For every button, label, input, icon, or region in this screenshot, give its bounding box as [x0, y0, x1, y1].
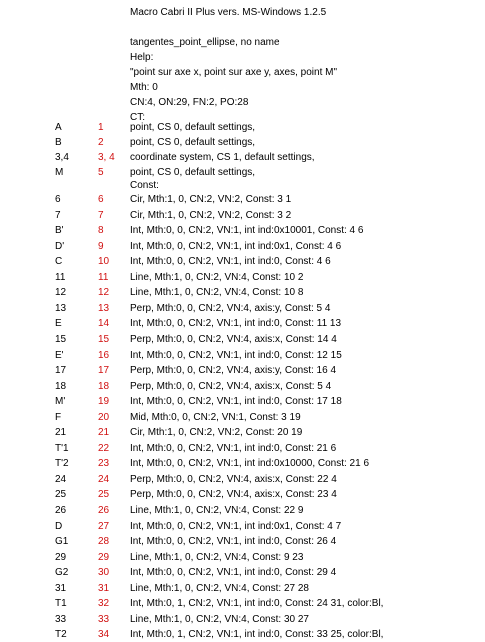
object-number: 29	[98, 551, 110, 563]
object-label: F	[55, 411, 62, 423]
list-item	[0, 332, 485, 347]
list-item	[0, 627, 485, 642]
object-description: Int, Mth:0, 0, CN:2, VN:1, int ind:0x10000, Const: 21 6	[130, 458, 370, 470]
object-number: 15	[98, 334, 110, 345]
header-line	[0, 5, 485, 20]
object-label: 26	[55, 505, 67, 516]
object-description: Int, Mth:0, 1, CN:2, VN:1, int ind:0, Const: 24 31, color:Bl,	[130, 598, 384, 610]
list-item	[0, 150, 485, 165]
header-line	[0, 50, 485, 65]
list-item	[0, 363, 485, 378]
object-number: 34	[98, 629, 110, 641]
list-item	[0, 379, 485, 394]
list-item	[0, 425, 485, 440]
object-label: 29	[55, 551, 67, 563]
list-item	[0, 456, 485, 471]
list-item	[0, 239, 485, 254]
list-item	[0, 410, 485, 425]
object-number: 12	[98, 287, 110, 299]
list-item	[0, 208, 485, 223]
object-description: Int, Mth:0, 1, CN:2, VN:1, int ind:0, Const: 33 25, color:Bl,	[130, 629, 384, 641]
object-number: 19	[98, 396, 110, 408]
object-description: Line, Mth:1, 0, CN:2, VN:4, Const: 10 2	[130, 271, 304, 283]
object-number: 6	[98, 194, 104, 205]
object-description: Perp, Mth:0, 0, CN:2, VN:4, axis:y, Const: 5 4	[130, 302, 331, 314]
object-description: Int, Mth:0, 0, CN:2, VN:1, int ind:0x1, Const: 4 6	[130, 240, 342, 252]
object-label: 18	[55, 380, 67, 392]
object-number: 2	[98, 137, 104, 148]
list-item	[0, 301, 485, 316]
object-label: 31	[55, 582, 67, 594]
object-number: 13	[98, 302, 110, 314]
object-description: Perp, Mth:0, 0, CN:2, VN:4, axis:x, Const: 23 4	[130, 489, 337, 501]
object-description: Int, Mth:0, 0, CN:2, VN:1, int ind:0, Const: 26 4	[130, 536, 337, 548]
list-item	[0, 270, 485, 285]
object-description: Int, Mth:0, 0, CN:2, VN:1, int ind:0x1, Const: 4 7	[130, 520, 342, 532]
list-item	[0, 503, 485, 518]
object-label: 13	[55, 302, 67, 314]
list-item	[0, 223, 485, 238]
list-item	[0, 550, 485, 565]
object-label: 25	[55, 489, 67, 501]
object-description: Cir, Mth:1, 0, CN:2, VN:2, Const: 3 2	[130, 209, 292, 221]
object-label: 15	[55, 334, 67, 345]
object-number: 25	[98, 489, 110, 501]
object-description: Perp, Mth:0, 0, CN:2, VN:4, axis:x, Const: 22 4	[130, 473, 337, 485]
object-number: 32	[98, 598, 110, 610]
object-label: 33	[55, 613, 67, 625]
list-item	[0, 285, 485, 300]
header-text: Help:	[130, 52, 154, 63]
object-description: Int, Mth:0, 0, CN:2, VN:1, int ind:0, Const: 11 13	[130, 318, 342, 330]
object-label: E'	[55, 349, 64, 361]
object-number: 31	[98, 582, 110, 594]
object-label: 11	[55, 271, 66, 283]
list-item	[0, 487, 485, 502]
list-item	[0, 254, 485, 269]
object-description: Int, Mth:0, 0, CN:2, VN:1, int ind:0, Const: 17 18	[130, 396, 342, 408]
header-text: "point sur axe x, point sur axe y, axes, point M"	[130, 67, 338, 78]
object-description: coordinate system, CS 1, default settings,	[130, 152, 315, 163]
list-item	[0, 120, 485, 135]
object-number: 14	[98, 318, 110, 330]
object-label: G2	[55, 567, 69, 579]
object-label: 12	[55, 287, 67, 299]
header-line	[0, 95, 485, 110]
object-number: 22	[98, 442, 110, 454]
header-line	[0, 80, 485, 95]
object-description: point, CS 0, default settings,	[130, 137, 256, 148]
object-number: 17	[98, 365, 110, 377]
object-label: M'	[55, 396, 66, 408]
object-description: point, CS 0, default settings,	[130, 122, 256, 133]
list-item	[0, 565, 485, 580]
list-item	[0, 612, 485, 627]
object-description: Line, Mth:1, 0, CN:2, VN:4, Const: 27 28	[130, 582, 309, 594]
object-description: point, CS 0, default settings,	[130, 167, 256, 178]
object-number: 28	[98, 536, 110, 548]
object-label: 6	[55, 194, 61, 205]
object-number: 3, 4	[98, 152, 115, 163]
header-text: Mth: 0	[130, 82, 158, 93]
object-description: Line, Mth:1, 0, CN:2, VN:4, Const: 9 23	[130, 551, 304, 563]
object-number: 8	[98, 225, 104, 237]
object-label: G1	[55, 536, 69, 548]
object-description: Perp, Mth:0, 0, CN:2, VN:4, axis:x, Const: 14 4	[130, 334, 337, 345]
header-text: CT:	[130, 112, 145, 123]
object-label: 17	[55, 365, 67, 377]
object-description: Int, Mth:0, 0, CN:2, VN:1, int ind:0, Const: 4 6	[130, 256, 331, 268]
object-description: Int, Mth:0, 0, CN:2, VN:1, int ind:0, Const: 12 15	[130, 349, 342, 361]
object-label: M	[55, 167, 64, 178]
object-number: 24	[98, 473, 110, 485]
object-number: 18	[98, 380, 110, 392]
list-item	[0, 192, 485, 207]
object-number: 26	[98, 505, 110, 516]
list-item	[0, 472, 485, 487]
object-description: Line, Mth:1, 0, CN:2, VN:4, Const: 30 27	[130, 613, 309, 625]
object-number: 27	[98, 520, 110, 532]
object-label: D'	[55, 240, 65, 252]
object-label: 7	[55, 209, 61, 221]
object-description: Perp, Mth:0, 0, CN:2, VN:4, axis:y, Const: 16 4	[130, 365, 337, 377]
list-item	[0, 441, 485, 456]
object-label: B'	[55, 225, 64, 237]
object-number: 10	[98, 256, 110, 268]
object-number: 11	[98, 271, 109, 283]
object-label: 24	[55, 473, 67, 485]
object-number: 7	[98, 209, 104, 221]
object-label: D	[55, 520, 63, 532]
object-label: 21	[55, 427, 67, 439]
list-item	[0, 316, 485, 331]
header-line	[0, 20, 485, 35]
object-number: 5	[98, 167, 104, 178]
object-label: A	[55, 122, 62, 133]
list-item	[0, 596, 485, 611]
list-item	[0, 519, 485, 534]
object-number: 21	[98, 427, 110, 439]
object-number: 23	[98, 458, 110, 470]
object-description: Line, Mth:1, 0, CN:2, VN:4, Const: 10 8	[130, 287, 304, 299]
object-number: 16	[98, 349, 110, 361]
object-number: 1	[98, 122, 104, 133]
list-item	[0, 348, 485, 363]
object-label: E	[55, 318, 62, 330]
object-label: T'1	[55, 442, 69, 454]
object-label: B	[55, 137, 62, 148]
object-description: Int, Mth:0, 0, CN:2, VN:1, int ind:0x10001, Const: 4 6	[130, 225, 364, 237]
list-item	[0, 135, 485, 150]
object-label: T2	[55, 629, 67, 641]
header-text: CN:4, ON:29, FN:2, PO:28	[130, 97, 249, 108]
object-description: Int, Mth:0, 0, CN:2, VN:1, int ind:0, Const: 21 6	[130, 442, 337, 454]
object-label: C	[55, 256, 63, 268]
object-description: Line, Mth:1, 0, CN:2, VN:4, Const: 22 9	[130, 505, 304, 516]
object-description: Cir, Mth:1, 0, CN:2, VN:2, Const: 3 1	[130, 194, 292, 205]
object-number: 9	[98, 240, 104, 252]
list-item	[0, 534, 485, 549]
object-number: 20	[98, 411, 110, 423]
object-number: 30	[98, 567, 110, 579]
object-number: 33	[98, 613, 110, 625]
list-item	[0, 394, 485, 409]
object-description: Mid, Mth:0, 0, CN:2, VN:1, Const: 3 19	[130, 411, 301, 423]
object-label: T1	[55, 598, 67, 610]
header-line	[0, 65, 485, 80]
header-line	[0, 35, 485, 50]
const-heading: Const:	[130, 180, 159, 191]
header-text: Macro Cabri II Plus vers. MS-Windows 1.2.5	[130, 7, 327, 18]
const-heading-line	[0, 178, 485, 193]
object-description: Cir, Mth:1, 0, CN:2, VN:2, Const: 20 19	[130, 427, 303, 439]
header-text: tangentes_point_ellipse, no name	[130, 37, 280, 48]
object-description: Perp, Mth:0, 0, CN:2, VN:4, axis:x, Const: 5 4	[130, 380, 332, 392]
object-description: Int, Mth:0, 0, CN:2, VN:1, int ind:0, Const: 29 4	[130, 567, 337, 579]
object-label: 3,4	[55, 152, 69, 163]
object-label: T'2	[55, 458, 69, 470]
list-item	[0, 581, 485, 596]
